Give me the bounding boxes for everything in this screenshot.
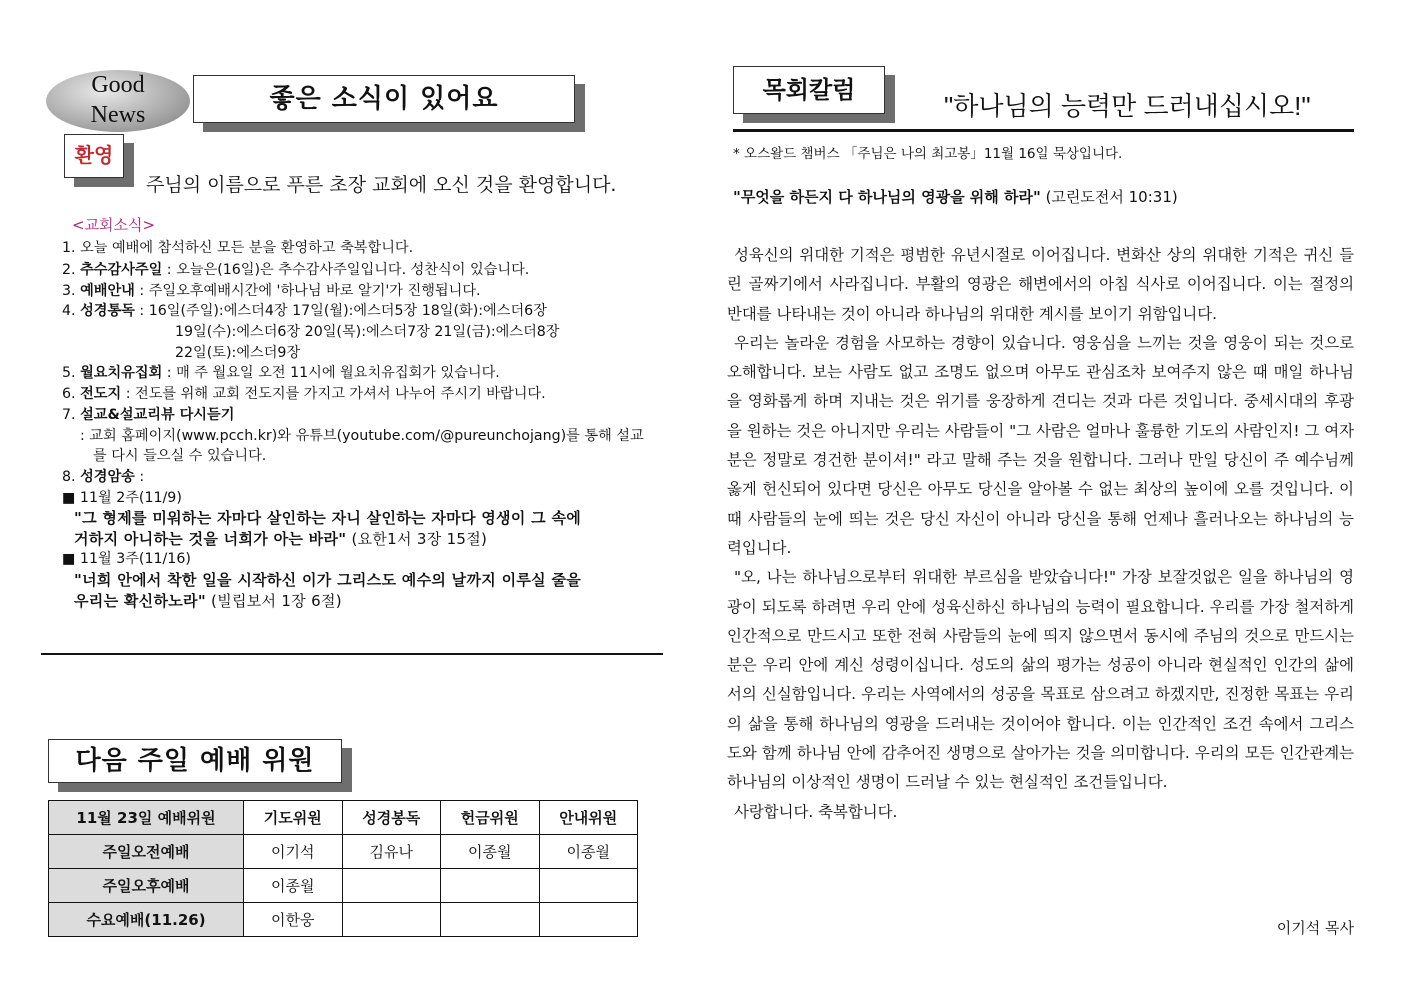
table-cell	[441, 903, 540, 937]
table-row	[49, 903, 638, 937]
service-roles-table	[48, 800, 638, 937]
pastor-column-label: 목회칼럼	[733, 66, 885, 114]
column-paragraph-4: 사랑합니다. 축복합니다.	[734, 802, 898, 821]
news-item-4: 4. 성경통독 : 16일(주일):에스더4장 17일(월):에스더5장 18일(화):에스더6장	[62, 303, 547, 319]
badge-line-2: News	[90, 102, 146, 128]
memory-verse-1-line-2: 거하지 아니하는 것을 너희가 아는 바라" (요한1서 3장 15절)	[74, 530, 488, 548]
column-source-note: * 오스왈드 챔버스 「주님은 나의 최고봉」11월 16일 묵상입니다.	[733, 146, 1123, 162]
news-item-8: 8. 성경암송 :	[62, 469, 145, 485]
table-cell: 이종월	[244, 869, 343, 903]
table-cell: 이종월	[539, 835, 638, 869]
table-row	[49, 869, 638, 903]
news-item-4-line-2: 19일(수):에스더6장 20일(목):에스더7장 21일(금):에스더8장	[175, 324, 560, 340]
table-cell: 주일오후예배	[49, 869, 244, 903]
news-item-6: 6. 전도지 : 전도를 위해 교회 전도지를 가지고 가셔서 나누어 주시기 바랍니다.	[62, 386, 546, 402]
table-cell	[539, 869, 638, 903]
table-cell: 이종월	[441, 835, 540, 869]
column-paragraph-3: "오, 나는 하나님으로부터 위대한 부르심을 받았습니다!" 가장 보잘것없은 일을 하나님의 영광이 되도록 하려면 우리 안에 성육신하신 하나님의 능력이 필요합니다. 우리를 가장 철저하게 인간적으로 만드시고 또한 전혀 사람들의 눈에 띄지 않으면서 동시에 주님의 것으로 만드시는 분은 우리 안에 계신 성령이십니다. 성도의 삶의 평가는 성공이 아니라 현실적인 인간의 삶에서의 신실함입니다. 우리는 사역에서의 성공을 목표로 삼으려고 하겠지만, 진정한 목표는 우리의 삶을 통해 하나님의 영광을 드러내는 것이어야 합니다. 이는 인간적인 조건 속에서 그리스도와 함께 하나님 안에 감추어진 생명으로 살아가는 것을 의미합니다. 우리의 모든 인간관계는 하나님의 이상적인 생명이 드러날 수 있는 현실적인 조건들입니다.	[727, 568, 1354, 792]
table-cell: 수요예배(11.26)	[49, 903, 244, 937]
good-news-title: 좋은 소식이 있어요	[193, 75, 575, 123]
table-header-row	[49, 801, 638, 835]
column-paragraph-1: 성육신의 위대한 기적은 평범한 유년시절로 이어집니다. 변화산 상의 위대한 기적은 귀신 들린 골짜기에서 사라집니다. 부활의 영광은 해변에서의 아침 식사로 이어집니다. 이는 절정의 반대를 나타내는 것이 아니라 하나님의 위대한 계시를 보이기 위함입니다.	[727, 246, 1354, 323]
table-header-cell: 헌금위원	[441, 801, 540, 835]
memory-verse-2-line-2: 우리는 확신하노라" (빌립보서 1장 6절)	[74, 592, 342, 610]
welcome-label: 환영	[64, 134, 124, 178]
square-bullet-icon: ■	[62, 490, 76, 506]
news-item-2: 2. 추수감사주일 : 오늘은(16일)은 추수감사주일입니다. 성찬식이 있습니다.	[62, 262, 530, 278]
key-verse: "무엇을 하든지 다 하나님의 영광을 위해 하라" (고린도전서 10:31)	[733, 188, 1178, 206]
table-header-cell: 안내위원	[539, 801, 638, 835]
table-cell	[441, 869, 540, 903]
column-body	[727, 241, 1354, 827]
column-title-rule	[733, 129, 1354, 132]
table-cell: 김유나	[342, 835, 441, 869]
table-cell	[539, 903, 638, 937]
news-item-4-line-3: 22일(토):에스더9장	[175, 345, 301, 361]
table-cell	[342, 903, 441, 937]
badge-line-1: Good	[91, 72, 145, 98]
news-item-7-line-3: 를 다시 들으실 수 있습니다.	[93, 448, 267, 464]
table-header-cell: 11월 23일 예배위원	[49, 801, 244, 835]
table-header-cell: 기도위원	[244, 801, 343, 835]
square-bullet-icon: ■	[62, 551, 76, 567]
church-news-heading: <교회소식>	[72, 216, 156, 234]
news-item-1: 1. 오늘 예배에 참석하신 모든 분을 환영하고 축복합니다.	[62, 240, 414, 256]
column-title: "하나님의 능력만 드러내십시오!"	[944, 91, 1311, 121]
table-cell	[342, 869, 441, 903]
memory-week-2-label: ■ 11월 3주(11/16)	[62, 551, 191, 567]
memory-verse-2-line-1: "너희 안에서 착한 일을 시작하신 이가 그리스도 예수의 날까지 이루실 줄을	[74, 571, 582, 589]
news-item-3: 3. 예배안내 : 주일오후예배시간에 '하나님 바로 알기'가 진행됩니다.	[62, 283, 481, 299]
signature: 이기석 목사	[1276, 919, 1354, 937]
news-item-7: 7. 설교&설교리뷰 다시듣기	[62, 407, 235, 423]
section-divider	[41, 653, 663, 655]
news-item-7-line-2: : 교회 홈페이지(www.pcch.kr)와 유튜브(youtube.com/@pureunchojang)를 통해 설교	[80, 428, 644, 444]
column-paragraph-2: 우리는 놀라운 경험을 사모하는 경향이 있습니다. 영웅심을 느끼는 것을 영웅이 되는 것으로 오해합니다. 보는 사람도 없고 조명도 없으며 아무도 관심조차 보여주지 않은 때 매일 하나님을 영화롭게 하며 지내는 것은 위기를 웅장하게 견디는 것과 다른 것입니다. 중세시대의 후광을 원하는 것은 아니지만 우리는 사람들이 "그 사람은 얼마나 훌륭한 기도의 사람인지! 그 여자분은 정말로 경건한 분이셔!" 라고 말해 주는 것을 원합니다. 그러나 만일 당신이 주 예수님께 옳게 헌신되어 있다면 당신은 아무도 당신을 알아볼 수 없는 최상의 높이에 오를 것입니다. 이때 사람들의 눈에 띄는 것은 당신 자신이 아니라 당신을 통해 언제나 흘러나오는 하나님의 능력입니다.	[727, 333, 1354, 557]
memory-week-1-label: ■ 11월 2주(11/9)	[62, 490, 182, 506]
table-cell: 주일오전예배	[49, 835, 244, 869]
table-row	[49, 835, 638, 869]
good-news-badge	[46, 70, 190, 132]
table-cell: 이한웅	[244, 903, 343, 937]
news-item-5: 5. 월요치유집회 : 매 주 월요일 오전 11시에 월요치유집회가 있습니다.	[62, 365, 500, 381]
table-cell: 이기석	[244, 835, 343, 869]
service-roles-title: 다음 주일 예배 위원	[48, 739, 342, 783]
welcome-text: 주님의 이름으로 푸른 초장 교회에 오신 것을 환영합니다.	[146, 174, 617, 196]
table-header-cell: 성경봉독	[342, 801, 441, 835]
memory-verse-1-line-1: "그 형제를 미워하는 자마다 살인하는 자니 살인하는 자마다 영생이 그 속에	[74, 509, 582, 527]
